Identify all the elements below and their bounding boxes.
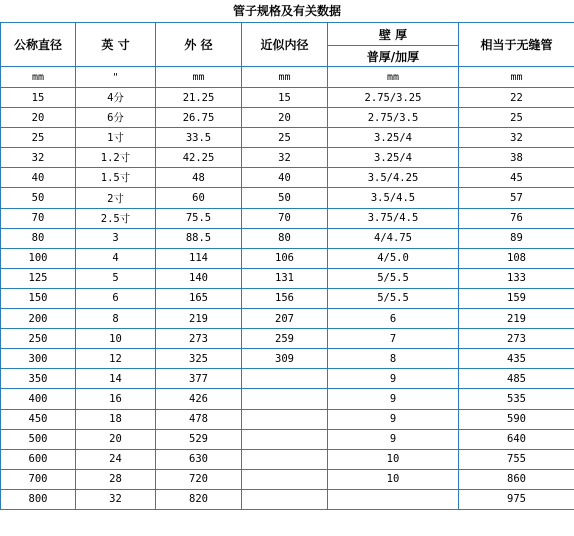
table-cell: 200 [1, 309, 76, 329]
table-cell: 700 [1, 469, 76, 489]
table-cell: 5/5.5 [328, 288, 459, 308]
table-cell: 114 [156, 248, 242, 268]
table-row [1, 188, 574, 208]
table-cell: 14 [76, 369, 156, 389]
table-row [1, 389, 574, 409]
table-cell: 207 [242, 309, 328, 329]
table-row [1, 329, 574, 349]
table-title: 管子规格及有关数据 [232, 4, 341, 18]
table-cell: 5 [76, 268, 156, 288]
table-cell: 32 [76, 489, 156, 509]
table-cell: 273 [459, 329, 574, 349]
table-cell: 125 [1, 268, 76, 288]
table-cell: 377 [156, 369, 242, 389]
header-wall-thickness: 壁 厚 [328, 23, 459, 46]
table-cell: 400 [1, 389, 76, 409]
table-cell: 70 [1, 208, 76, 228]
table-cell: 450 [1, 409, 76, 429]
table-cell [242, 429, 328, 449]
table-cell: 10 [328, 469, 459, 489]
table-cell: 3.5/4.5 [328, 188, 459, 208]
table-cell: 4/4.75 [328, 228, 459, 248]
table-cell: 5/5.5 [328, 268, 459, 288]
table-row [1, 349, 574, 369]
table-cell: 80 [242, 228, 328, 248]
table-cell: 300 [1, 349, 76, 369]
table-cell: 100 [1, 248, 76, 268]
table-row [1, 369, 574, 389]
table-cell: 42.25 [156, 148, 242, 168]
header-inch: 英 寸 [76, 23, 156, 67]
table-cell: 325 [156, 349, 242, 369]
table-cell: 309 [242, 349, 328, 369]
table-cell: 2.75/3.25 [328, 88, 459, 108]
table-cell: 33.5 [156, 128, 242, 148]
table-cell: 57 [459, 188, 574, 208]
table-cell: 975 [459, 489, 574, 509]
table-cell: 6 [328, 309, 459, 329]
table-cell: 21.25 [156, 88, 242, 108]
table-row [1, 208, 574, 228]
table-cell: 1.5寸 [76, 168, 156, 188]
table-cell: 3.5/4.25 [328, 168, 459, 188]
table-cell: 350 [1, 369, 76, 389]
table-cell: 529 [156, 429, 242, 449]
table-cell: 20 [1, 108, 76, 128]
table-row [1, 168, 574, 188]
unit-cell: mm [1, 67, 76, 88]
table-cell: 80 [1, 228, 76, 248]
unit-cell: mm [459, 67, 574, 88]
table-cell: 10 [76, 329, 156, 349]
table-cell: 133 [459, 268, 574, 288]
table-cell: 156 [242, 288, 328, 308]
table-cell [242, 409, 328, 429]
table-row [1, 429, 574, 449]
unit-cell: mm [328, 67, 459, 88]
table-cell: 9 [328, 429, 459, 449]
table-cell: 755 [459, 449, 574, 469]
table-cell: 24 [76, 449, 156, 469]
table-cell: 106 [242, 248, 328, 268]
table-cell: 2寸 [76, 188, 156, 208]
table-cell: 8 [328, 349, 459, 369]
table-cell: 26.75 [156, 108, 242, 128]
table-cell: 18 [76, 409, 156, 429]
table-row [1, 469, 574, 489]
table-cell: 50 [1, 188, 76, 208]
table-row [1, 88, 574, 108]
table-cell: 60 [156, 188, 242, 208]
table-cell: 20 [76, 429, 156, 449]
table-cell: 435 [459, 349, 574, 369]
table-cell: 1.2寸 [76, 148, 156, 168]
table-cell: 3.25/4 [328, 148, 459, 168]
table-cell: 40 [1, 168, 76, 188]
table-row [1, 449, 574, 469]
table-cell: 860 [459, 469, 574, 489]
header-wall-sub: 普厚/加厚 [328, 46, 459, 67]
table-cell: 250 [1, 329, 76, 349]
table-cell: 6 [76, 288, 156, 308]
table-cell [242, 449, 328, 469]
table-cell: 12 [76, 349, 156, 369]
table-cell: 820 [156, 489, 242, 509]
table-row [1, 248, 574, 268]
table-cell: 219 [156, 309, 242, 329]
table-cell: 720 [156, 469, 242, 489]
table-cell: 75.5 [156, 208, 242, 228]
table-cell: 9 [328, 369, 459, 389]
table-cell: 259 [242, 329, 328, 349]
table-cell: 48 [156, 168, 242, 188]
table-cell: 45 [459, 168, 574, 188]
table-body [1, 67, 574, 510]
table-cell: 140 [156, 268, 242, 288]
table-cell: 535 [459, 389, 574, 409]
units-row [1, 67, 574, 88]
table-cell: 25 [1, 128, 76, 148]
table-cell: 88.5 [156, 228, 242, 248]
table-cell: 7 [328, 329, 459, 349]
table-cell: 6分 [76, 108, 156, 128]
table-cell [242, 389, 328, 409]
unit-cell: mm [156, 67, 242, 88]
table-cell: 25 [459, 108, 574, 128]
table-cell: 20 [242, 108, 328, 128]
table-row [1, 489, 574, 509]
table-cell: 500 [1, 429, 76, 449]
table-cell: 32 [1, 148, 76, 168]
table-cell: 590 [459, 409, 574, 429]
table-cell: 50 [242, 188, 328, 208]
table-cell: 9 [328, 389, 459, 409]
table-row [1, 108, 574, 128]
table-cell: 165 [156, 288, 242, 308]
table-cell: 3.75/4.5 [328, 208, 459, 228]
pipe-spec-table [0, 22, 574, 510]
table-cell: 485 [459, 369, 574, 389]
table-cell: 478 [156, 409, 242, 429]
table-cell: 25 [242, 128, 328, 148]
table-cell: 9 [328, 409, 459, 429]
table-row [1, 409, 574, 429]
table-cell: 426 [156, 389, 242, 409]
table-row [1, 128, 574, 148]
table-cell [242, 489, 328, 509]
table-cell: 22 [459, 88, 574, 108]
table-cell: 38 [459, 148, 574, 168]
table-cell: 16 [76, 389, 156, 409]
table-cell: 3 [76, 228, 156, 248]
table-cell: 70 [242, 208, 328, 228]
table-cell [328, 489, 459, 509]
table-cell: 4分 [76, 88, 156, 108]
table-cell: 40 [242, 168, 328, 188]
table-cell: 10 [328, 449, 459, 469]
table-cell [242, 369, 328, 389]
table-cell: 15 [1, 88, 76, 108]
table-cell: 4/5.0 [328, 248, 459, 268]
unit-cell: " [76, 67, 156, 88]
table-cell: 2.75/3.5 [328, 108, 459, 128]
unit-cell: mm [242, 67, 328, 88]
table-cell: 1寸 [76, 128, 156, 148]
table-cell: 600 [1, 449, 76, 469]
header-seamless-equivalent: 相当于无缝管 [459, 23, 574, 67]
table-cell: 8 [76, 309, 156, 329]
table-row [1, 288, 574, 308]
table-cell: 76 [459, 208, 574, 228]
table-cell: 640 [459, 429, 574, 449]
table-cell: 150 [1, 288, 76, 308]
table-cell: 219 [459, 309, 574, 329]
header-outer-diameter: 外 径 [156, 23, 242, 67]
table-cell: 3.25/4 [328, 128, 459, 148]
table-cell: 159 [459, 288, 574, 308]
table-cell: 630 [156, 449, 242, 469]
table-cell: 32 [242, 148, 328, 168]
table-cell: 273 [156, 329, 242, 349]
table-row [1, 309, 574, 329]
header-nominal-diameter: 公称直径 [1, 23, 76, 67]
table-cell: 108 [459, 248, 574, 268]
table-cell: 28 [76, 469, 156, 489]
table-cell: 800 [1, 489, 76, 509]
table-cell: 131 [242, 268, 328, 288]
table-cell [242, 469, 328, 489]
header-approx-inner-diameter: 近似内径 [242, 23, 328, 67]
table-cell: 89 [459, 228, 574, 248]
table-cell: 15 [242, 88, 328, 108]
table-cell: 2.5寸 [76, 208, 156, 228]
table-cell: 4 [76, 248, 156, 268]
table-cell: 32 [459, 128, 574, 148]
table-row [1, 268, 574, 288]
table-row [1, 228, 574, 248]
table-row [1, 148, 574, 168]
